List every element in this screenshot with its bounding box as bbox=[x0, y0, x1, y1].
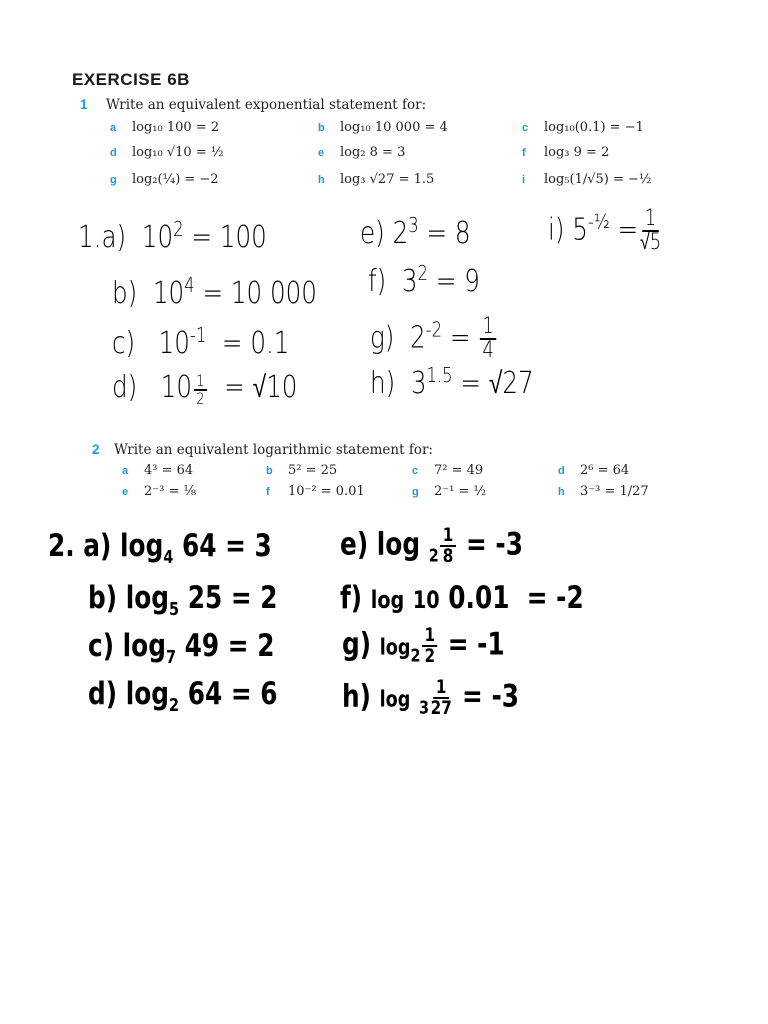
q2-item-a: a 4³ = 64 bbox=[122, 463, 194, 478]
hw-1d: d) 10 $\frac{1}{2}$ = √10 bbox=[112, 370, 298, 408]
question-number: 2 bbox=[92, 442, 100, 457]
q2-item-e: e 2⁻³ = ⅛ bbox=[122, 484, 197, 499]
hw-1a: 1.a) $10^2 = 100$ bbox=[78, 217, 267, 255]
question-2-prompt bbox=[92, 442, 433, 458]
q1-item-f: f log₃ 9 = 2 bbox=[522, 145, 610, 160]
q1-item-h: h log₃ √27 = 1.5 bbox=[318, 172, 435, 187]
exercise-title: EXERCISE 6B bbox=[72, 70, 190, 89]
q1-item-c: c log₁₀(0.1) = −1 bbox=[522, 120, 644, 135]
question-1-prompt bbox=[80, 97, 426, 113]
hw-1g: g) $2^{-2}$ = $\frac{1}{4}$ bbox=[370, 316, 498, 362]
fraction: $\frac{1}{2}$ bbox=[194, 373, 207, 407]
question-number: 1 bbox=[80, 97, 88, 112]
hw-1e: e) $2^3 = 8$ bbox=[360, 213, 471, 251]
q1-item-g: g log₂(¼) = −2 bbox=[110, 172, 219, 187]
q1-item-a: a log₁₀ 100 = 2 bbox=[110, 120, 220, 135]
hw-2h: h) log $_3$ $\frac{1}{27}$ = -3 bbox=[342, 676, 519, 719]
q2-item-b: b 5² = 25 bbox=[266, 463, 338, 478]
q1-item-i: i log₅(1/√5) = −½ bbox=[522, 172, 652, 187]
q2-item-g: g 2⁻¹ = ½ bbox=[412, 484, 487, 499]
question-text: Write an equivalent exponential statement for: bbox=[106, 97, 427, 113]
q2-item-h: h 3⁻³ = 1/27 bbox=[558, 484, 649, 499]
hw-1i: i) $5^{-\frac{1}{2}}$ = $\frac{1}{√5}$ bbox=[548, 206, 662, 255]
hw-1c: c) $10^{-1} = 0.1$ bbox=[112, 323, 290, 361]
hw-1f: f) $3^2 = 9$ bbox=[368, 261, 480, 299]
hw-1h: h) $3^{1.5} = √27$ bbox=[370, 363, 534, 401]
q1-item-d: d log₁₀ √10 = ½ bbox=[110, 145, 224, 160]
q2-item-d: d 2⁶ = 64 bbox=[558, 463, 630, 478]
hw-2b: b) $\log_5 25 = 2$ bbox=[88, 580, 278, 621]
q1-item-b: b log₁₀ 10 000 = 4 bbox=[318, 120, 448, 135]
hw-2f: f) log 10 0.01 = -2 bbox=[340, 580, 584, 616]
fraction: $\frac{1}{2}$ bbox=[422, 626, 437, 666]
fraction: $\frac{1}{4}$ bbox=[480, 316, 496, 362]
fraction: $\frac{1}{8}$ bbox=[440, 526, 455, 566]
hw-2e: e) log $_2$ $\frac{1}{8}$ = -3 bbox=[340, 524, 523, 567]
hw-1b: b) $10^4 = 10$ 000 bbox=[112, 273, 317, 311]
hw-2c: c) $\log_7 49 = 2$ bbox=[88, 628, 275, 669]
hw-2g: g) $\log_2$ $\frac{1}{2}$ = -1 bbox=[342, 624, 505, 667]
q1-item-e: e log₂ 8 = 3 bbox=[318, 145, 406, 160]
question-text: Write an equivalent logarithmic statement for: bbox=[114, 442, 433, 458]
hw-2a: 2. a) $\log_4 64 = 3$ bbox=[48, 528, 272, 569]
q2-item-c: c 7² = 49 bbox=[412, 463, 484, 478]
fraction: $\frac{1}{27}$ bbox=[430, 676, 452, 719]
q2-item-f: f 10⁻² = 0.01 bbox=[266, 484, 365, 499]
fraction: $\frac{1}{√5}$ bbox=[639, 206, 662, 255]
hw-2d: d) $\log_2 64 = 6$ bbox=[88, 676, 278, 717]
